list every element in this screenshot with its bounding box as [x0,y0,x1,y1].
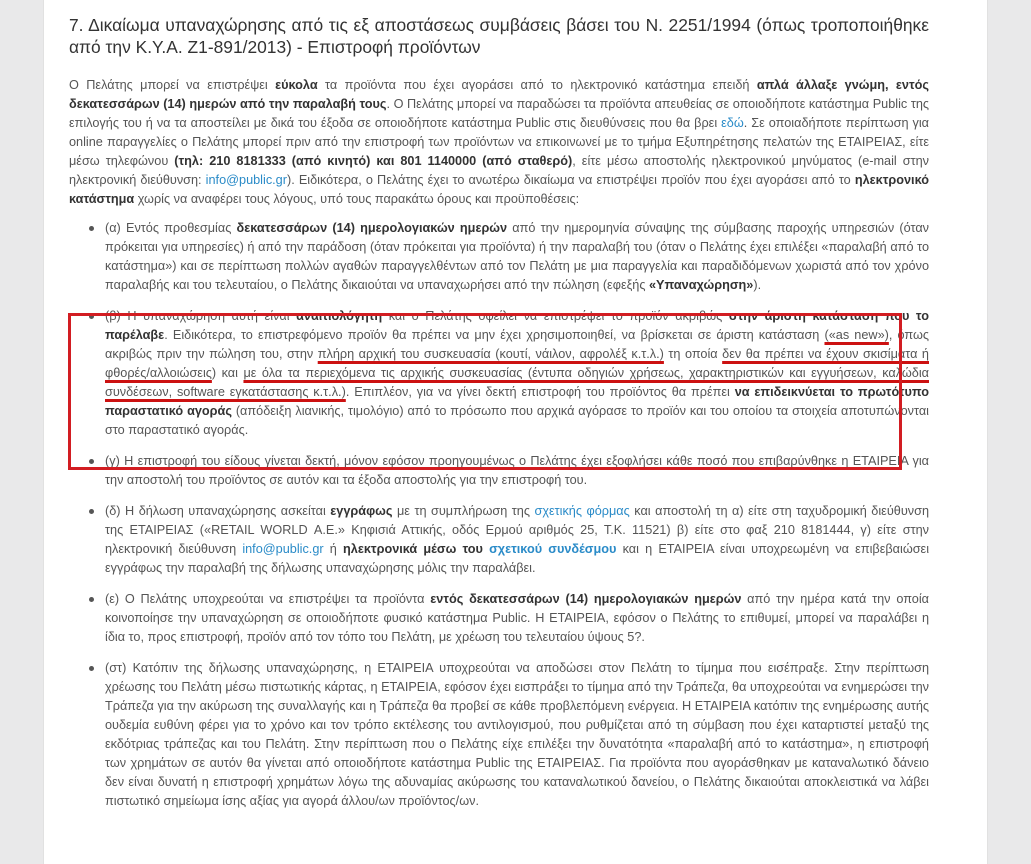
list-item-b: (β) Η υπαναχώρηση αυτή είναι αναιτιολόγητη και ο Πελάτης οφείλει να επιστρέψει το προϊόν ακριβώς στην άριστη κατάσταση που το παρέλαβε. Ειδικότερα, το επιστρεφόμενο προϊόν θα πρέπει να μην έχει χρησιμοποιηθεί, να βρίσκεται σε άριστη κατάσταση («as new»), όπως ακριβώς πριν την πώληση του, στην πλήρη αρχική του συσκευασία (κουτί, νάιλον, αφρολέξ κ.τ.λ.) τη οποία δεν θα πρέπει να έχουν σκισίματα ή φθορές/αλλοιώσεις) και με όλα τα περιεχόμενα τις αρχικής συσκευασίας (έντυπα οδηγιών χρήσεως, χαρακτηριστικών και εγγυήσεων, καλώδια συνδέσεων, software εγκατάστασης κ.τ.λ.). Επιπλέον, για να γίνει δεκτή επιστροφή του προϊόντος θα πρέπει να επιδεικνύεται το πρωτότυπο παραστατικό αγοράς (απόδειξη λιανικής, τιμολόγιο) από το πρόσωπο που αρχικά αγόρασε το προϊόν και του οποίου τα στοιχεία αποτυπώνονται στο παραστατικό αγοράς. [105,307,929,440]
email-link-2[interactable]: info@public.gr [242,542,324,556]
section-content [69,14,929,823]
connection-link[interactable]: σχετικού συνδέσμου [489,542,617,556]
list-item-e: (ε) Ο Πελάτης υποχρεούται να επιστρέψει τα προϊόντα εντός δεκατεσσάρων (14) ημερολογιακών ημερών από την ημέρα κατά την οποία κοινοποίησε την υπαναχώρηση σε οποιοδήποτε φυσικό κατάστημα Public. Η ΕΤΑΙΡΕΙΑ, εφόσον ο Πελάτης το επιθυμεί, μπορεί να παραλάβει η ίδια το, προς επιστροφή, προϊόν από τον τόπο του Πελάτη, με χρέωση του τελευταίου ύψους 5?. [105,590,929,647]
list-item-c: (γ) Η επιστροφή του είδους γίνεται δεκτή, μόνον εφόσον προηγουμένως ο Πελάτης έχει εξοφλήσει κάθε ποσό που επιβαρύνθηκε η ΕΤΑΙΡΕΙΑ για την αποστολή του προϊόντος σε αυτόν και τα έξοδα αποστολής για την επιστροφή του. [105,452,929,490]
underlined-contents: με όλα τα περιεχόμενα τις αρχικής συσκευασίας (έντυπα οδηγιών χρήσεως, χαρακτηριστικών και εγγυήσεων, καλώδια συνδέσεων, software εγκατάστασης κ.τ.λ.) [105,366,929,399]
underlined-packaging: πλήρη αρχική του συσκευασία (κουτί, νάιλον, αφρολέξ κ.τ.λ.) [317,347,664,361]
form-link[interactable]: σχετικής φόρμας [534,504,630,518]
list-item-a: (α) Εντός προθεσμίας δεκατεσσάρων (14) ημερολογιακών ημερών από την ημερομηνία σύναψης της σύμβασης παροχής υπηρεσιών (όταν πρόκειται για υπηρεσίες) ή από την παράδοση (όταν πρόκειται για προϊόντα) ή την παραλαβή του (όταν ο Πελάτης έχει επιλέξει «παραλαβή από το κατάστημα») και σε περίπτωση πολλών αγαθών παραγγελθέντων από τον Πελάτη με μια παραγγελία και παραδιδόμενων χωριστά από τον χρόνο παραλαβής και του τελευταίου, ο Πελάτης δικαιούται να υπαναχωρήσει από την πώληση (εφεξής «Υπαναχώρηση»). [105,219,929,295]
conditions-list [69,219,929,811]
underlined-as-new: («as new») [824,328,889,342]
section-title: 7. Δικαίωμα υπαναχώρησης από τις εξ αποστάσεως συμβάσεις βάσει του Ν. 2251/1994 (όπως τροποποιήθηκε από την Κ.Υ.Α. Ζ1-891/2013) - Επιστροφή προϊόντων [69,15,929,57]
terms-page [44,0,987,864]
stores-link[interactable]: εδώ [721,116,744,130]
list-item-d: (δ) Η δήλωση υπαναχώρησης ασκείται εγγράφως με τη συμπλήρωση της σχετικής φόρμας και αποστολή τη α) είτε στη ταχυδρομική διεύθυνση της ΕΤΑΙΡΕΙΑΣ («RETAIL WORLD Α.Ε.» Κηφισιά Αττικής, οδός Ερμού αριθμός 25, Τ.Κ. 11521) β) είτε στο φαξ 210 8181444, γ) είτε στην ηλεκτρονική διεύθυνση info@public.gr ή ηλεκτρονικά μέσω του σχετικού συνδέσμου και η ΕΤΑΙΡΕΙΑ είναι υποχρεωμένη να επιβεβαιώσει εγγράφως την παραλαβή της δήλωσης υπαναχώρησης μόλις την παραλάβει. [105,502,929,578]
list-item-f: (στ) Κατόπιν της δήλωσης υπαναχώρησης, η ΕΤΑΙΡΕΙΑ υποχρεούται να αποδώσει στον Πελάτη το τίμημα που εισέπραξε. Στην περίπτωση χρέωσης του Πελάτη μέσω πιστωτικής κάρτας, η ΕΤΑΙΡΕΙΑ, εφόσον έχει εισπράξει το τίμημα από την Τράπεζα, θα υποχρεούται να ενημερώσει την Τράπεζα για την ακύρωση της συναλλαγής και η Τράπεζα θα προβεί σε κάθε προβλεπόμενη ενέργεια. Η ΕΤΑΙΡΕΙΑ κατόπιν της ενημέρωσης αυτής ουδεμία ευθύνη φέρει για το χρόνο και τον τρόπο εκτέλεσης του αντιλογισμού, που ρυθμίζεται από τη σύμβαση που έχει καταρτιστεί μεταξύ της εκδότριας τράπεζας και του Πελάτη. Στην περίπτωση που ο Πελάτης είχε επιλέξει την δυνατότητα «παραλαβή από το κατάστημα», η επιστροφή των χρημάτων σε αυτόν θα γίνεται από οποιοδήποτε κατάστημα Public της ΕΤΑΙΡΕΙΑΣ. Για προϊόντα που αγοράσθηκαν με καταναλωτικό δάνειο δεν είναι δυνατή η επιστροφή χρημάτων λόγω της αδυναμίας ακύρωσης του καταναλωτικού δανείου, ο Πελάτης δικαιούται αποκλειστικά να λάβει πιστωτικό σημείωμα ίσης αξίας για αγορά άλλου/ων προϊόντος/ων. [105,659,929,811]
intro-paragraph: Ο Πελάτης μπορεί να επιστρέψει εύκολα τα προϊόντα που έχει αγοράσει από το ηλεκτρονικό κατάστημα επειδή απλά άλλαξε γνώμη, εντός δεκατεσσάρων (14) ημερών από την παραλαβή τους. Ο Πελάτης μπορεί να παραδώσει τα προϊόντα απευθείας σε οποιοδήποτε κατάστημα Public της επιλογής του ή να τα αποστείλει με δικά του έξοδα σε οποιοδήποτε κατάστημα Public στις διευθύνσεις που θα βρει εδώ. Σε οποιαδήποτε περίπτωση για online παραγγελίες ο Πελάτης μπορεί πριν από την επιστροφή των προϊόντων να επικοινωνεί με το τμήμα Εξυπηρέτησης πελατών της ΕΤΑΙΡΕΙΑΣ, είτε μέσω τηλεφώνου (τηλ: 210 8181333 (από κινητό) και 801 1140000 (από σταθερό), είτε μέσω αποστολής ηλεκτρονικού μηνύματος (e-mail στην ηλεκτρονική διεύθυνση: info@public.gr). Ειδικότερα, ο Πελάτης έχει το ανωτέρω δικαίωμα να επιστρέψει προϊόν που έχει αγοράσει από το ηλεκτρονικό κατάστημα χωρίς να αναφέρει τους λόγους, υπό τους παρακάτω όρους και προϋποθέσεις: [69,78,930,206]
email-link[interactable]: info@public.gr [205,173,287,187]
underlined-no-damage: δεν θα πρέπει να έχουν σκισίματα ή φθορές/αλλοιώσεις [105,347,929,380]
